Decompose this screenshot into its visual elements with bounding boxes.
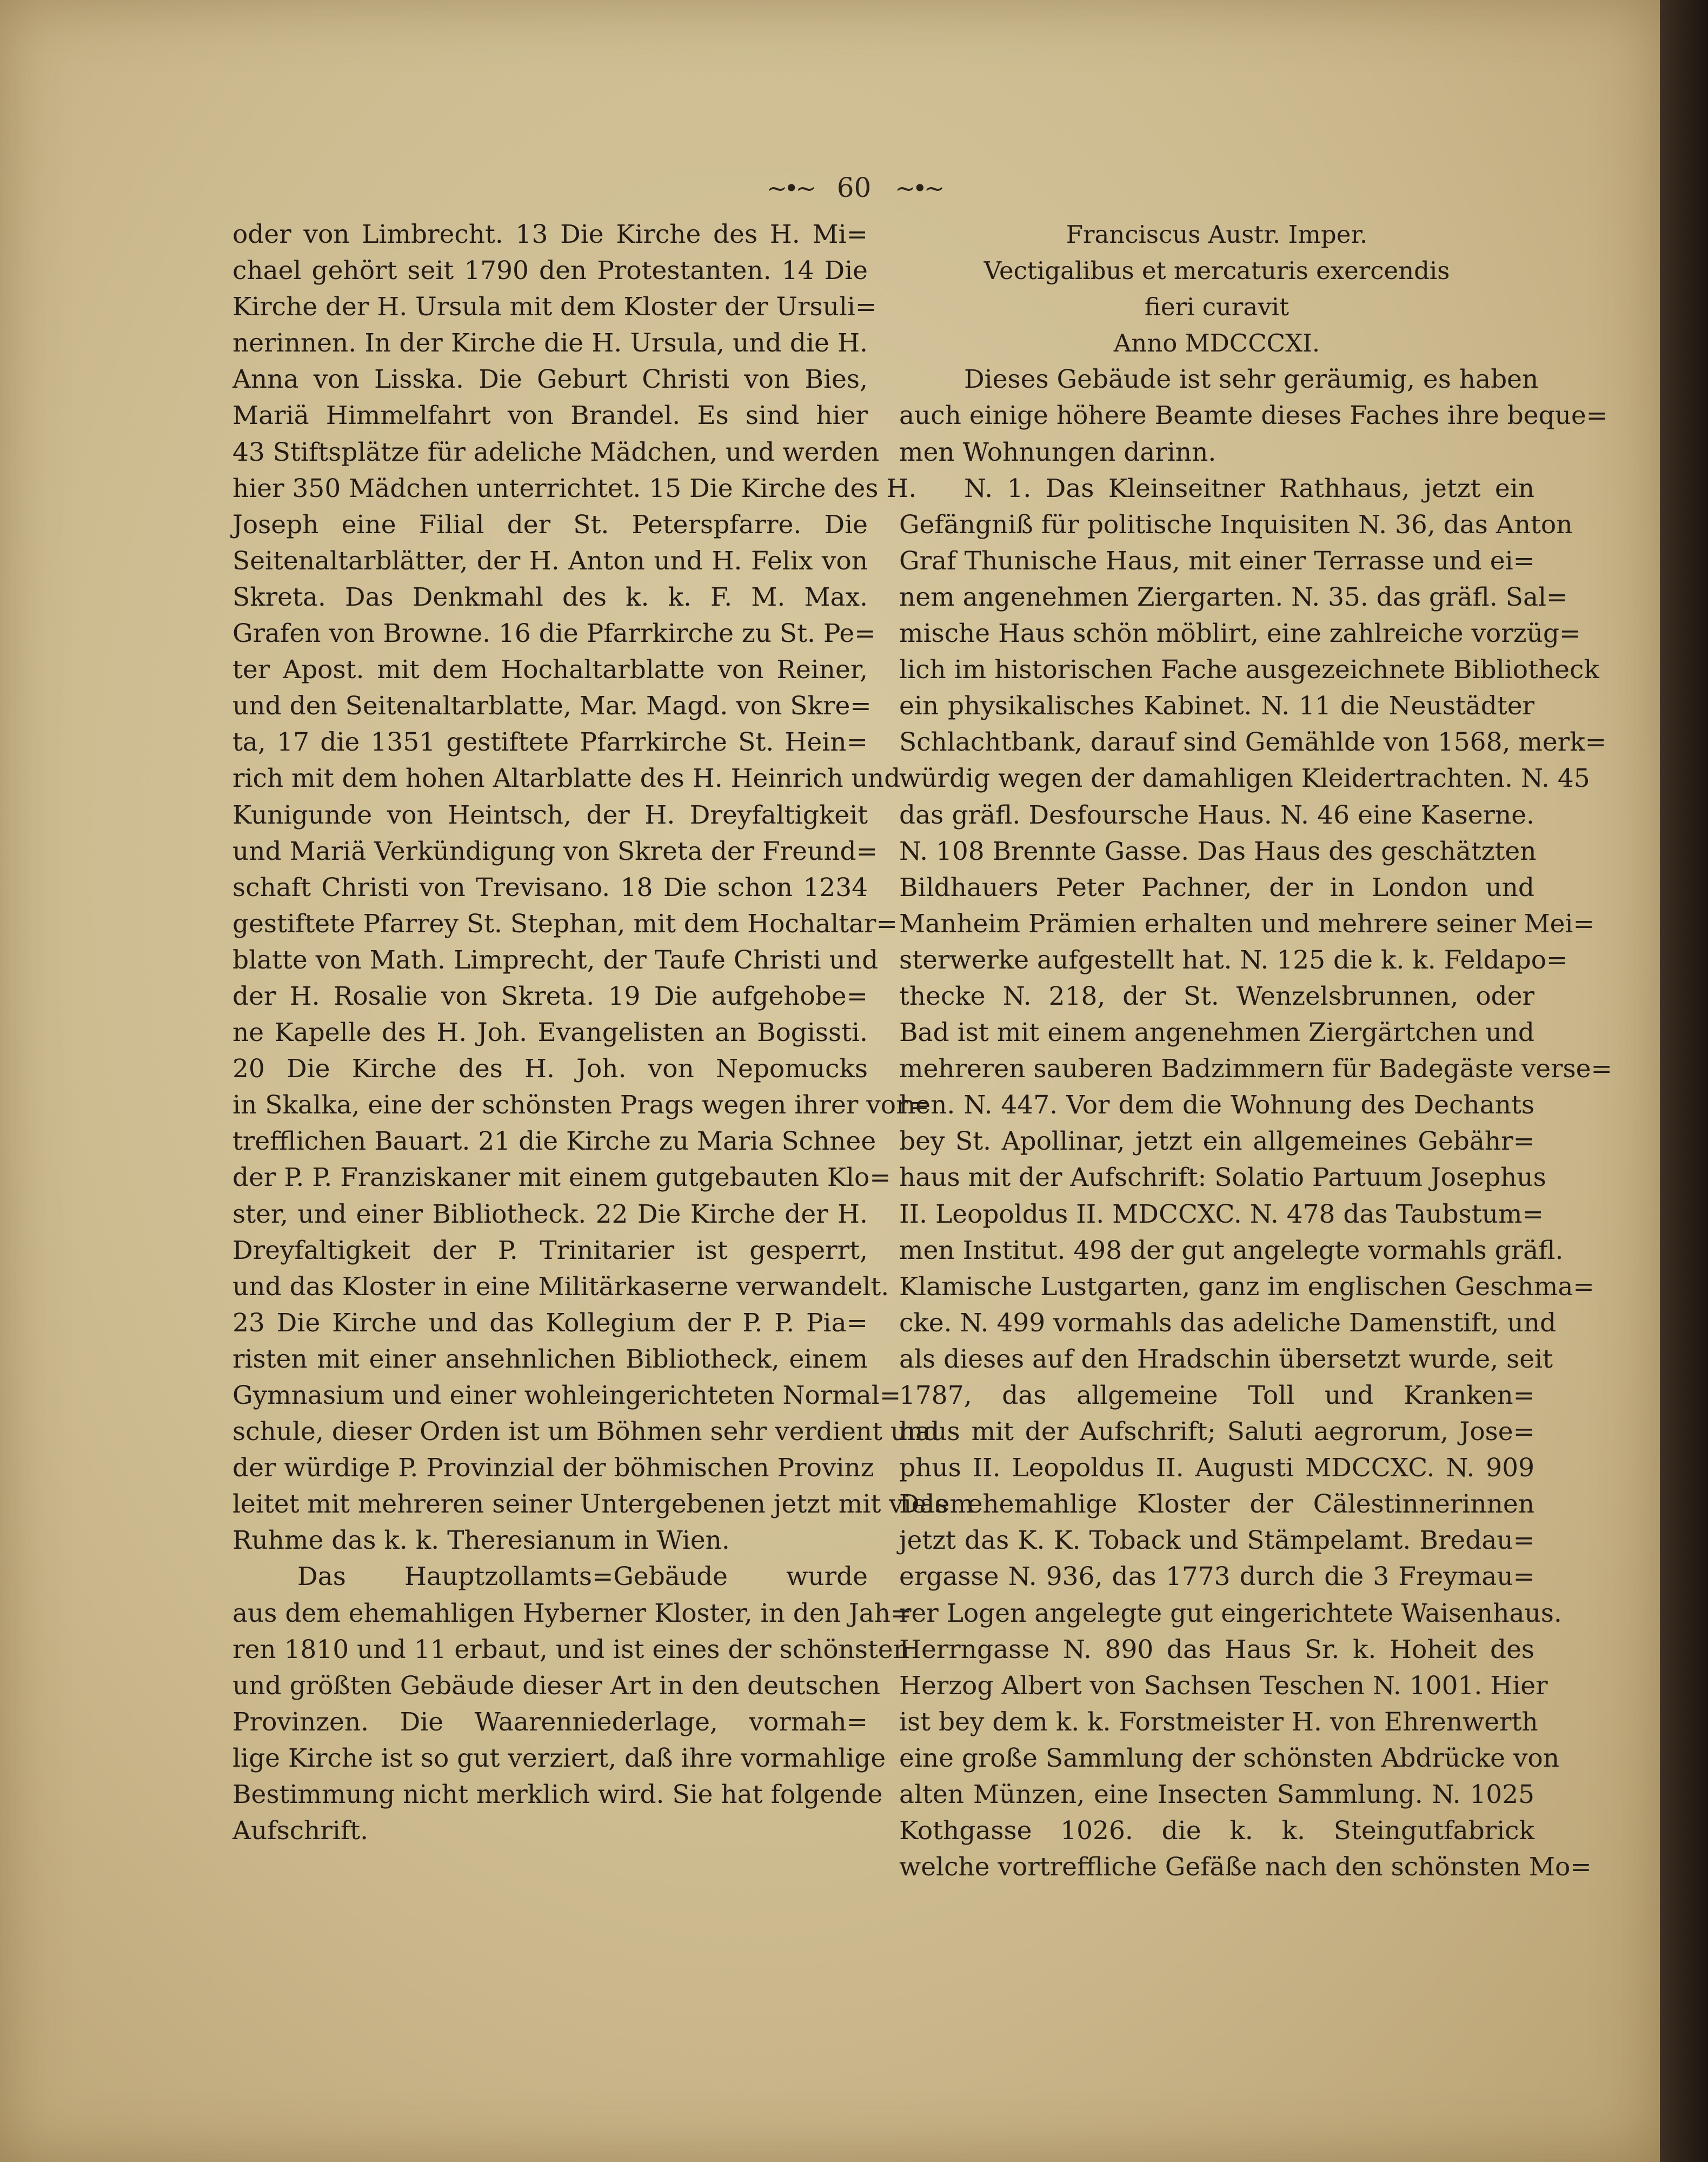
right-text-line: N. 108 Brennte Gasse. Das Haus des geschätzten: [899, 836, 1537, 866]
right-text-line: jetzt das K. K. Toback und Stämpelamt. Bredau=: [899, 1526, 1534, 1556]
right-text-line: ergasse N. 936, das 1773 durch die 3 Freymau=: [899, 1562, 1534, 1592]
right-text-line: men Wohnungen darinn.: [899, 437, 1217, 467]
left-text-line: ter Apost. mit dem Hochaltarblatte von Reiner,: [232, 655, 868, 685]
right-text-line: men Institut. 498 der gut angelegte vormahls gräfl.: [899, 1235, 1564, 1265]
left-column: [232, 216, 974, 1849]
left-text-line: aus dem ehemahligen Hyberner Kloster, in den Jah=: [232, 1598, 912, 1628]
right-text-line: Dieses Gebäude ist sehr geräumig, es haben: [964, 364, 1539, 395]
left-text-line: lige Kirche ist so gut verziert, daß ihre vormahlige: [232, 1743, 886, 1773]
right-text-line: nem angenehmen Ziergarten. N. 35. das gräfl. Sal=: [899, 582, 1568, 612]
left-text-line: ster, und einer Bibliotheck. 22 Die Kirche der H.: [232, 1199, 868, 1229]
left-text-line: blatte von Math. Limprecht, der Taufe Christi und: [232, 945, 879, 975]
right-text-line: hen. N. 447. Vor dem die Wohnung des Dechants: [899, 1090, 1534, 1120]
left-text-line: 23 Die Kirche und das Kollegium der P. P. Pia=: [232, 1308, 868, 1338]
left-text-line: Kirche der H. Ursula mit dem Kloster der Ursuli=: [232, 292, 877, 322]
left-text-line: Dreyfaltigkeit der P. Trinitarier ist gesperrt,: [232, 1235, 868, 1265]
right-text-line: cke. N. 499 vormahls das adeliche Damenstift, und: [899, 1308, 1557, 1338]
left-text-line: oder von Limbrecht. 13 Die Kirche des H. Mi=: [232, 220, 868, 249]
right-text-line: würdig wegen der damahligen Kleidertrachten. N. 45: [899, 764, 1590, 794]
left-text-line: der würdige P. Provinzial der böhmischen Provinz: [232, 1453, 874, 1483]
right-text-line: lich im historischen Fache ausgezeichnete Bibliotheck: [899, 655, 1599, 685]
left-text-line: schaft Christi von Trevisano. 18 Die schon 1234: [232, 872, 868, 903]
left-text-line: der P. P. Franziskaner mit einem gutgebauten Klo=: [232, 1163, 891, 1193]
right-text-line: Klamische Lustgarten, ganz im englischen Geschma=: [899, 1271, 1594, 1302]
left-text-line: 20 Die Kirche des H. Joh. von Nepomucks: [232, 1054, 868, 1084]
left-text-line: ne Kapelle des H. Joh. Evangelisten an Bogissti.: [232, 1018, 868, 1048]
left-text-line: Ruhme das k. k. Theresianum in Wien.: [232, 1526, 730, 1556]
left-text-line: Skreta. Das Denkmahl des k. k. F. M. Max.: [232, 582, 868, 612]
right-text-line: Graf Thunische Haus, mit einer Terrasse und ei=: [899, 546, 1534, 576]
inscription-line: Vectigalibus et mercaturis exercendis: [983, 256, 1450, 286]
left-text-line: leitet mit mehreren seiner Untergebenen jetzt mit vielem: [232, 1489, 974, 1520]
right-text-line: rer Logen angelegte gut eingerichtete Waisenhaus.: [899, 1598, 1562, 1628]
ornament-right: ~•~: [895, 174, 942, 203]
left-text-line: Aufschrift.: [232, 1816, 369, 1846]
right-text-line: Bildhauers Peter Pachner, der in London und: [899, 872, 1534, 903]
left-text-line: in Skalka, eine der schönsten Prags wegen ihrer vor=: [232, 1090, 929, 1120]
inscription-line: Franciscus Austr. Imper.: [1066, 220, 1368, 249]
left-text-line: chael gehört seit 1790 den Protestanten. 14 Die: [232, 256, 868, 286]
left-text-line: und das Kloster in eine Militärkaserne verwandelt.: [232, 1271, 889, 1302]
left-text-line: schule, dieser Orden ist um Böhmen sehr verdient und: [232, 1417, 940, 1447]
right-column: [899, 216, 1612, 1885]
left-text-line: Gymnasium und einer wohleingerichteten Normal=: [232, 1381, 901, 1410]
left-text-line: und den Seitenaltarblatte, Mar. Magd. von Skre=: [232, 691, 872, 721]
left-text-line: Kunigunde von Heintsch, der H. Dreyfaltigkeit: [232, 800, 868, 830]
left-text-line: Grafen von Browne. 16 die Pfarrkirche zu St. Pe=: [232, 619, 876, 649]
page-header: [0, 172, 1708, 203]
right-text-line: welche vortreffliche Gefäße nach den schönsten Mo=: [899, 1852, 1592, 1882]
left-text-line: Joseph eine Filial der St. Peterspfarre. Die: [232, 509, 868, 540]
right-text-line: mehreren sauberen Badzimmern für Badegäste verse=: [899, 1054, 1612, 1084]
left-text-line: Bestimmung nicht merklich wird. Sie hat folgende: [232, 1780, 883, 1810]
ornament-left: ~•~: [766, 174, 813, 203]
left-text-line: Anna von Lisska. Die Geburt Christi von Bies,: [232, 364, 868, 395]
right-text-line: thecke N. 218, der St. Wenzelsbrunnen, oder: [899, 981, 1534, 1011]
left-text-line: gestiftete Pfarrey St. Stephan, mit dem Hochaltar=: [232, 908, 898, 939]
right-text-line: ein physikalisches Kabinet. N. 11 die Neustädter: [899, 691, 1534, 721]
right-text-line: Gefängniß für politische Inquisiten N. 36, das Anton: [899, 509, 1573, 540]
left-text-line: Provinzen. Die Waarenniederlage, vormah=: [232, 1707, 868, 1737]
left-text-line: Das Hauptzollamts=Gebäude wurde: [297, 1562, 868, 1592]
right-text-line: Kothgasse 1026. die k. k. Steingutfabrick: [899, 1816, 1534, 1846]
right-text-line: das gräfl. Desfoursche Haus. N. 46 eine Kaserne.: [899, 800, 1534, 830]
right-text-line: Herzog Albert von Sachsen Teschen N. 1001. Hier: [899, 1670, 1548, 1701]
left-text-line: Mariä Himmelfahrt von Brandel. Es sind hier: [232, 401, 868, 431]
inscription-line: Anno MDCCCXI.: [1113, 329, 1320, 358]
right-text-line: Das ehemahlige Kloster der Cälestinnerinnen: [899, 1489, 1534, 1520]
left-text-line: der H. Rosalie von Skreta. 19 Die aufgehobe=: [232, 981, 868, 1011]
right-text-line: haus mit der Aufschrift; Saluti aegrorum, Jose=: [899, 1417, 1534, 1447]
right-text-line: 1787, das allgemeine Toll und Kranken=: [899, 1381, 1534, 1410]
right-text-line: mische Haus schön möblirt, eine zahlreiche vorzüg=: [899, 619, 1581, 649]
left-text-line: Seitenaltarblätter, der H. Anton und H. Felix von: [232, 546, 868, 576]
left-text-line: ren 1810 und 11 erbaut, und ist eines der schönsten: [232, 1634, 909, 1664]
right-text-line: haus mit der Aufschrift: Solatio Partuum Josephus: [899, 1163, 1546, 1193]
right-text-line: Herrngasse N. 890 das Haus Sr. k. Hoheit des: [899, 1634, 1534, 1664]
left-text-line: trefflichen Bauart. 21 die Kirche zu Maria Schnee: [232, 1126, 876, 1157]
right-text-line: sterwerke aufgestellt hat. N. 125 die k. k. Feldapo=: [899, 945, 1568, 975]
right-text-line: Schlachtbank, darauf sind Gemählde von 1568, merk=: [899, 727, 1607, 758]
right-text-line: als dieses auf den Hradschin übersetzt wurde, seit: [899, 1344, 1553, 1374]
right-text-line: ist bey dem k. k. Forstmeister H. von Ehrenwerth: [899, 1707, 1538, 1737]
right-text-line: N. 1. Das Kleinseitner Rathhaus, jetzt ein: [964, 473, 1534, 503]
book-spine: [1660, 0, 1708, 2162]
right-text-line: bey St. Apollinar, jetzt ein allgemeines Gebähr=: [899, 1126, 1534, 1157]
right-text-line: Bad ist mit einem angenehmen Ziergärtchen und: [899, 1018, 1534, 1048]
left-text-line: ta, 17 die 1351 gestiftete Pfarrkirche St. Hein=: [232, 727, 868, 758]
right-text-line: phus II. Leopoldus II. Augusti MDCCXC. N. 909: [899, 1453, 1534, 1483]
left-text-line: rich mit dem hohen Altarblatte des H. Heinrich und: [232, 764, 901, 794]
left-text-line: und Mariä Verkündigung von Skreta der Freund=: [232, 836, 878, 866]
inscription-line: fieri curavit: [1144, 293, 1290, 322]
right-text-line: eine große Sammlung der schönsten Abdrücke von: [899, 1743, 1559, 1773]
left-text-line: nerinnen. In der Kirche die H. Ursula, und die H.: [232, 328, 868, 359]
left-text-line: 43 Stiftsplätze für adeliche Mädchen, und werden: [232, 437, 880, 467]
right-text-line: alten Münzen, eine Insecten Sammlung. N. 1025: [899, 1780, 1534, 1810]
right-text-line: auch einige höhere Beamte dieses Faches ihre beque=: [899, 401, 1608, 431]
right-text-line: II. Leopoldus II. MDCCXC. N. 478 das Taubstum=: [899, 1199, 1544, 1229]
right-text-line: Manheim Prämien erhalten und mehrere seiner Mei=: [899, 908, 1594, 939]
left-text-line: risten mit einer ansehnlichen Bibliotheck, einem: [232, 1344, 868, 1374]
page-number: 60: [836, 172, 872, 203]
left-text-line: und größten Gebäude dieser Art in den deutschen: [232, 1670, 881, 1701]
left-text-line: hier 350 Mädchen unterrichtet. 15 Die Kirche des H.: [232, 473, 917, 503]
